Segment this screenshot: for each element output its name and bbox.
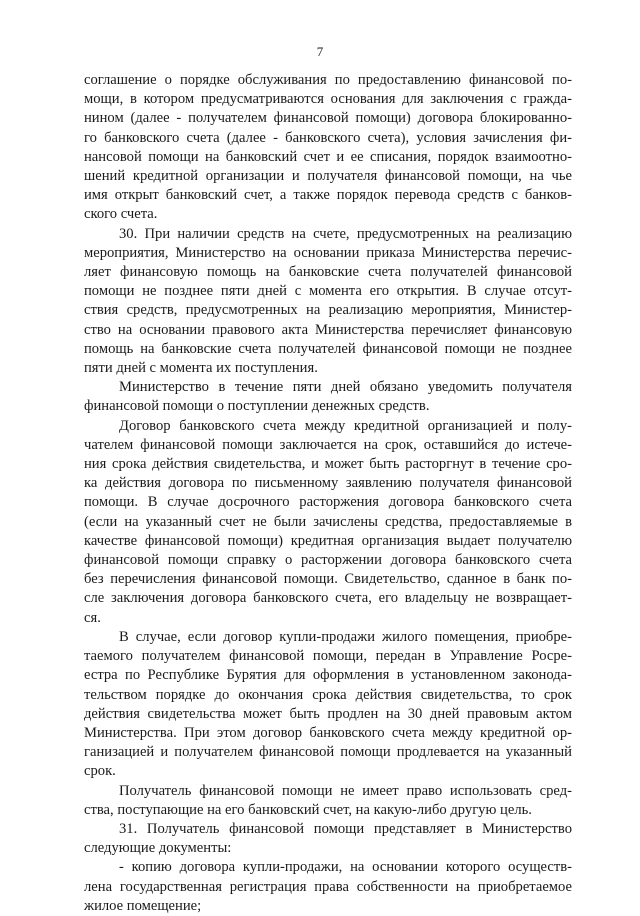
text-line: В случае, если договор купли-продажи жилого помещения, приобре- <box>119 628 572 645</box>
text-line: 30. При наличии средств на счете, предусмотренных на реализацию <box>119 225 572 242</box>
text-line: мощи, в котором предусматриваются основания для заключения с гражда- <box>84 91 572 108</box>
text-line: тельством порядке до окончания срока действия свидетельства, то срок <box>84 686 572 703</box>
text-line: без перечисления финансовой помощи. Свидетельство, сданное в банк по- <box>84 571 572 588</box>
text-line: Министерство в течение пяти дней обязано уведомить получателя <box>119 379 572 396</box>
page-number: 7 <box>316 44 324 59</box>
text-line: имя открыт банковский счет, а также порядок перевода средств с банков- <box>84 187 572 204</box>
paragraph <box>84 820 572 858</box>
text-line: ство на основании правового акта Министерства перечисляет финансовую <box>84 321 572 338</box>
paragraph <box>84 417 572 628</box>
paragraph <box>84 225 572 379</box>
text-line: Получатель финансовой помощи не имеет право использовать сред- <box>119 782 572 799</box>
text-line: лена государственная регистрация права собственности на приобретаемое <box>84 878 572 895</box>
text-line: Договор банковского счета между кредитной организацией и полу- <box>119 417 572 434</box>
document-body <box>84 71 572 916</box>
text-line: жилое помещение; <box>84 897 202 914</box>
text-line: шений кредитной организации и получателя финансовой помощи, на чье <box>84 168 572 185</box>
paragraph <box>84 71 572 225</box>
text-line: помощь на банковские счета получателей финансовой помощи не позднее <box>84 340 572 357</box>
text-line: ствия средств, предусмотренных на реализацию мероприятия, Министер- <box>84 302 572 319</box>
text-line: качестве финансовой помощи) кредитная организация выдает получателю <box>84 532 572 549</box>
text-line: нином (далее - получателем финансовой помощи) договора блокированно- <box>84 110 572 127</box>
text-line: действия свидетельства может быть продлен на 30 дней правовым актом <box>84 705 572 722</box>
text-line: сле заключения договора банковского счета, его владельцу не возвращает- <box>84 590 572 607</box>
text-line: помощи. В случае досрочного расторжения договора банковского счета <box>84 494 572 511</box>
text-line: го банковского счета (далее - банковского счета), условия зачисления фи- <box>84 129 572 146</box>
text-line: таемого получателем финансовой помощи, передан в Управление Росре- <box>84 648 572 665</box>
text-line: пяти дней с момента их поступления. <box>84 360 318 377</box>
paragraph <box>84 378 572 416</box>
text-line: нансовой помощи на банковский счет и ее списания, порядок взаимоотно- <box>84 148 572 165</box>
text-line: ляет финансовую помощь на банковские счета получателей финансовой <box>84 264 572 281</box>
text-line: 31. Получатель финансовой помощи представляет в Министерство <box>119 820 572 837</box>
text-line: финансовой помощи о поступлении денежных средств. <box>84 398 430 415</box>
text-line: срок. <box>84 763 116 780</box>
text-line: ся. <box>84 609 101 626</box>
text-line: Министерства. При этом договор банковского счета между кредитной ор- <box>84 724 572 741</box>
text-line: ства, поступающие на его банковский счет, на какую-либо другую цель. <box>84 801 532 818</box>
text-line: ского счета. <box>84 206 158 223</box>
text-line: ганизацией и получателем финансовой помощи продлевается на указанный <box>84 744 572 761</box>
text-line: ния срока действия свидетельства, и может быть расторгнут в течение сро- <box>84 456 572 473</box>
text-line: - копию договора купли-продажи, на основании которого осуществ- <box>119 859 572 876</box>
paragraph <box>84 858 572 916</box>
text-line: (если на указанный счет не были зачислены средства, предоставляемые в <box>84 513 572 530</box>
text-line: следующие документы: <box>84 840 232 857</box>
text-line: чателем финансовой помощи заключается на срок, оставшийся до истече- <box>84 436 572 453</box>
text-line: соглашение о порядке обслуживания по предоставлению финансовой по- <box>84 72 572 88</box>
text-line: естра по Республике Бурятия для оформления в установленном законода- <box>84 667 572 684</box>
text-line: мероприятия, Министерство на основании приказа Министерства перечис- <box>84 244 572 261</box>
paragraph <box>84 782 572 820</box>
text-line: помощи не позднее пяти дней с момента его открытия. В случае отсут- <box>84 283 572 300</box>
text-line: ка действия договора по письменному заявлению получателя финансовой <box>84 475 572 492</box>
text-line: финансовой помощи справку о расторжении договора банковского счета <box>84 552 572 569</box>
paragraph <box>84 628 572 782</box>
